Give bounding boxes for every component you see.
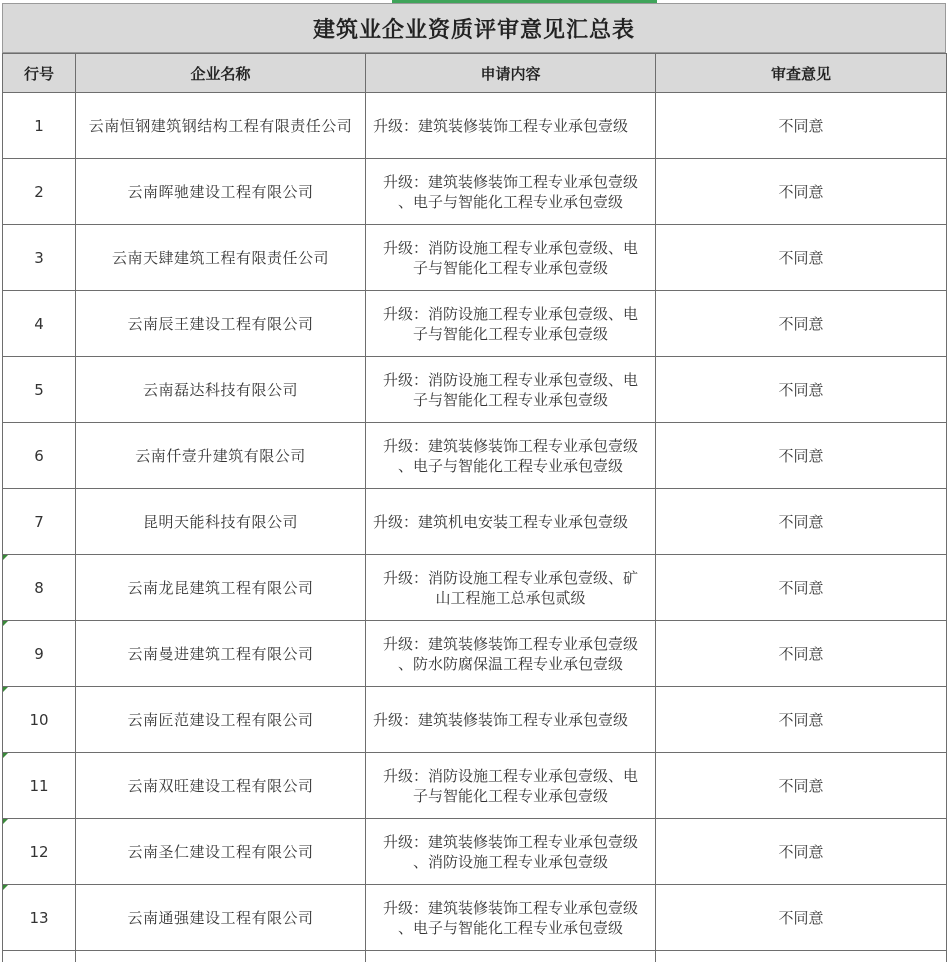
cell-company-name[interactable]: 昆明天能科技有限公司 xyxy=(76,489,366,555)
cell-row-number[interactable] xyxy=(3,621,76,687)
row-number-text: 3 xyxy=(34,248,44,267)
content-line-1: 升级：建筑装修装饰工程专业承包壹级 xyxy=(382,172,638,191)
cell-company-name[interactable]: 云南匠范建设工程有限公司 xyxy=(76,687,366,753)
content-line-1: 升级：建筑机电安装工程专业承包壹级 xyxy=(373,512,629,531)
sheet-title: 建筑业企业资质评审意见汇总表 xyxy=(312,16,635,43)
cell-row-number[interactable] xyxy=(3,687,76,753)
table-row xyxy=(3,489,947,555)
content-line-2: 、电子与智能化工程专业承包壹级 xyxy=(397,456,623,475)
cell-review-opinion[interactable]: 不同意 xyxy=(656,423,947,489)
application-content-text xyxy=(373,710,648,730)
cell-application-content[interactable] xyxy=(366,93,656,159)
empty-cell[interactable] xyxy=(76,951,366,962)
header-application-content[interactable]: 申请内容 xyxy=(366,54,656,93)
content-line-1: 升级：消防设施工程专业承包壹级、电 xyxy=(382,304,638,323)
application-content-text xyxy=(373,512,648,532)
row-number-text: 7 xyxy=(34,512,44,531)
cell-review-opinion[interactable]: 不同意 xyxy=(656,489,947,555)
cell-row-number[interactable] xyxy=(3,753,76,819)
comment-indicator-icon xyxy=(3,885,8,890)
cell-application-content[interactable] xyxy=(366,555,656,621)
application-content-text xyxy=(373,634,648,674)
row-number-text: 1 xyxy=(34,116,44,135)
application-content-text xyxy=(373,172,648,212)
row-number-text: 13 xyxy=(29,908,49,927)
table-row-partial xyxy=(3,951,947,962)
application-content-text xyxy=(373,370,648,410)
empty-cell[interactable] xyxy=(3,951,76,962)
table-row xyxy=(3,225,947,291)
table-row xyxy=(3,93,947,159)
cell-review-opinion[interactable]: 不同意 xyxy=(656,555,947,621)
cell-application-content[interactable] xyxy=(366,819,656,885)
table-row xyxy=(3,687,947,753)
content-line-2: 、电子与智能化工程专业承包壹级 xyxy=(397,918,623,937)
cell-application-content[interactable] xyxy=(366,621,656,687)
cell-application-content[interactable] xyxy=(366,159,656,225)
application-content-text xyxy=(373,304,648,344)
row-number-text: 12 xyxy=(29,842,49,861)
table-row xyxy=(3,159,947,225)
content-line-1: 升级：建筑装修装饰工程专业承包壹级 xyxy=(373,116,629,135)
cell-application-content[interactable] xyxy=(366,885,656,951)
application-content-text xyxy=(373,832,648,872)
row-number-text: 4 xyxy=(34,314,44,333)
table-row xyxy=(3,555,947,621)
cell-row-number[interactable] xyxy=(3,423,76,489)
cell-review-opinion[interactable]: 不同意 xyxy=(656,225,947,291)
content-line-1: 升级：建筑装修装饰工程专业承包壹级 xyxy=(382,832,638,851)
content-line-2: 山工程施工总承包贰级 xyxy=(435,588,586,607)
empty-cell[interactable] xyxy=(366,951,656,962)
content-line-1: 升级：消防设施工程专业承包壹级、矿 xyxy=(382,568,638,587)
empty-cell[interactable] xyxy=(656,951,947,962)
application-content-text xyxy=(373,766,648,806)
cell-application-content[interactable] xyxy=(366,225,656,291)
header-row-number[interactable]: 行号 xyxy=(3,54,76,93)
application-content-text xyxy=(373,898,648,938)
row-number-text: 6 xyxy=(34,446,44,465)
comment-indicator-icon xyxy=(3,819,8,824)
table-row xyxy=(3,753,947,819)
content-line-2: 子与智能化工程专业承包壹级 xyxy=(412,390,608,409)
row-number-text: 2 xyxy=(34,182,44,201)
cell-company-name[interactable]: 云南磊达科技有限公司 xyxy=(76,357,366,423)
content-line-1: 升级：消防设施工程专业承包壹级、电 xyxy=(382,238,638,257)
cell-application-content[interactable] xyxy=(366,489,656,555)
table-row xyxy=(3,621,947,687)
comment-indicator-icon xyxy=(3,555,8,560)
cell-application-content[interactable] xyxy=(366,357,656,423)
header-company-name[interactable]: 企业名称 xyxy=(76,54,366,93)
cell-application-content[interactable] xyxy=(366,687,656,753)
cell-company-name[interactable]: 云南恒钢建筑钢结构工程有限责任公司 xyxy=(76,93,366,159)
cell-review-opinion[interactable]: 不同意 xyxy=(656,93,947,159)
review-table xyxy=(2,53,947,962)
cell-company-name[interactable]: 云南圣仁建设工程有限公司 xyxy=(76,819,366,885)
table-row xyxy=(3,819,947,885)
cell-company-name[interactable]: 云南天肆建筑工程有限责任公司 xyxy=(76,225,366,291)
cell-review-opinion[interactable]: 不同意 xyxy=(656,159,947,225)
cell-review-opinion[interactable]: 不同意 xyxy=(656,291,947,357)
cell-row-number[interactable] xyxy=(3,225,76,291)
row-number-text: 9 xyxy=(34,644,44,663)
comment-indicator-icon xyxy=(3,687,8,692)
cell-row-number[interactable] xyxy=(3,357,76,423)
content-line-1: 升级：建筑装修装饰工程专业承包壹级 xyxy=(382,436,638,455)
cell-company-name[interactable]: 云南通强建设工程有限公司 xyxy=(76,885,366,951)
cell-row-number[interactable] xyxy=(3,555,76,621)
content-line-1: 升级：建筑装修装饰工程专业承包壹级 xyxy=(382,634,638,653)
content-line-2: 、防水防腐保温工程专业承包壹级 xyxy=(397,654,623,673)
application-content-text xyxy=(373,238,648,278)
cell-row-number[interactable] xyxy=(3,159,76,225)
cell-row-number[interactable] xyxy=(3,489,76,555)
cell-review-opinion[interactable]: 不同意 xyxy=(656,753,947,819)
cell-review-opinion[interactable]: 不同意 xyxy=(656,819,947,885)
cell-application-content[interactable] xyxy=(366,753,656,819)
table-body xyxy=(3,93,947,962)
content-line-2: 子与智能化工程专业承包壹级 xyxy=(412,258,608,277)
row-number-text: 8 xyxy=(34,578,44,597)
content-line-2: 、消防设施工程专业承包壹级 xyxy=(412,852,608,871)
cell-row-number[interactable] xyxy=(3,93,76,159)
cell-review-opinion[interactable]: 不同意 xyxy=(656,687,947,753)
application-content-text xyxy=(373,568,648,608)
row-number-text: 11 xyxy=(29,776,49,795)
content-line-2: 子与智能化工程专业承包壹级 xyxy=(412,324,608,343)
cell-row-number[interactable] xyxy=(3,885,76,951)
application-content-text xyxy=(373,116,648,136)
content-line-2: 子与智能化工程专业承包壹级 xyxy=(412,786,608,805)
comment-indicator-icon xyxy=(3,621,8,626)
row-number-text: 10 xyxy=(29,710,49,729)
cell-company-name[interactable]: 云南曼进建筑工程有限公司 xyxy=(76,621,366,687)
cell-review-opinion[interactable]: 不同意 xyxy=(656,357,947,423)
cell-company-name[interactable]: 云南辰王建设工程有限公司 xyxy=(76,291,366,357)
cell-company-name[interactable]: 云南晖驰建设工程有限公司 xyxy=(76,159,366,225)
cell-row-number[interactable] xyxy=(3,291,76,357)
table-row xyxy=(3,423,947,489)
content-line-1: 升级：建筑装修装饰工程专业承包壹级 xyxy=(382,898,638,917)
content-line-1: 升级：消防设施工程专业承包壹级、电 xyxy=(382,766,638,785)
cell-review-opinion[interactable]: 不同意 xyxy=(656,885,947,951)
cell-company-name[interactable]: 云南仟壹升建筑有限公司 xyxy=(76,423,366,489)
table-row xyxy=(3,291,947,357)
cell-row-number[interactable] xyxy=(3,819,76,885)
header-row xyxy=(3,54,947,93)
cell-application-content[interactable] xyxy=(366,423,656,489)
table-row xyxy=(3,357,947,423)
application-content-text xyxy=(373,436,648,476)
content-line-1: 升级：建筑装修装饰工程专业承包壹级 xyxy=(373,710,629,729)
table-row xyxy=(3,885,947,951)
content-line-1: 升级：消防设施工程专业承包壹级、电 xyxy=(382,370,638,389)
cell-review-opinion[interactable]: 不同意 xyxy=(656,621,947,687)
title-bar xyxy=(2,3,946,53)
cell-company-name[interactable]: 云南双旺建设工程有限公司 xyxy=(76,753,366,819)
row-number-text: 5 xyxy=(34,380,44,399)
header-review-opinion[interactable]: 审查意见 xyxy=(656,54,947,93)
content-line-2: 、电子与智能化工程专业承包壹级 xyxy=(397,192,623,211)
comment-indicator-icon xyxy=(3,753,8,758)
cell-application-content[interactable] xyxy=(366,291,656,357)
cell-company-name[interactable]: 云南龙昆建筑工程有限公司 xyxy=(76,555,366,621)
